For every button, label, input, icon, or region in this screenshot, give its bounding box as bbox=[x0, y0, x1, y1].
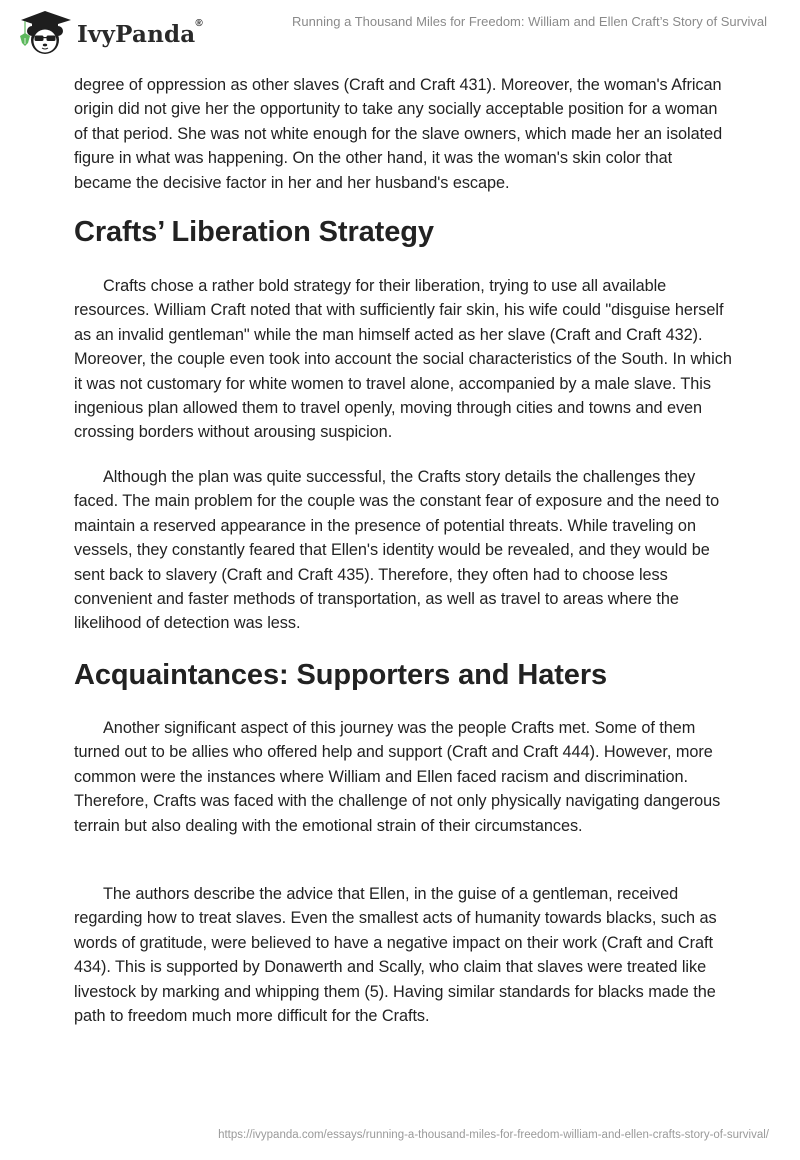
logo-wordmark: IvyPanda® bbox=[77, 17, 203, 48]
paragraph-continued: degree of oppression as other slaves (Craft and Craft 431). Moreover, the woman's African origin did not give her the opportunity to take any socially acceptable position for a woman of that period. She was not white enough for the slave owners, which made her an isolated figure in what was happening. On the other hand, it was the woman's skin color that became the decisive factor in her and her husband's escape. bbox=[74, 76, 723, 192]
paragraph: The authors describe the advice that Ellen, in the guise of a gentleman, received regarding how to treat slaves. Even the smallest acts of humanity towards blacks, such as words of gratitude, were believed to have a negative impact on their work (Craft and Craft 434). This is supported by Donawerth and Scally, who claim that slaves were treated like livestock by marking and whipping them (5). Having similar standards for blacks made the path to freedom much more difficult for the Crafts. bbox=[74, 885, 717, 1026]
section-heading-liberation-strategy: Crafts’ Liberation Strategy bbox=[74, 216, 434, 248]
registered-mark: ® bbox=[195, 17, 203, 29]
paragraph: Although the plan was quite successful, the Crafts story details the challenges they faced. The main problem for the couple was the constant fear of exposure and the need to maintain a reserved appearance in the presence of potential threats. While traveling on vessels, they constantly feared that Ellen's identity would be revealed, and they would be sent back to slavery (Craft and Craft 435). Therefore, they often had to choose less convenient and faster methods of transportation, as well as travel to areas where the likelihood of detection was less. bbox=[74, 468, 720, 633]
paragraph: Another significant aspect of this journey was the people Crafts met. Some of them turned out to be allies who offered help and support (Craft and Craft 444). However, more common were the instances where William and Ellen faced racism and discrimination. Therefore, Crafts was faced with the challenge of not only physically navigating dangerous terrain but also dealing with the emotional strain of their circumstances. bbox=[74, 719, 721, 835]
paragraph: Crafts chose a rather bold strategy for their liberation, trying to use all available resources. William Craft noted that with sufficiently fair skin, his wife could "disguise herself as an invalid gentleman" while the man himself acted as her slave (Craft and Craft 432). Moreover, the couple even took into account the social characteristics of the South. In which it was not customary for white women to travel alone, accompanied by a male slave. This ingenious plan allowed them to travel openly, moving through cities and towns and even crossing borders without arousing suspicion. bbox=[74, 277, 732, 442]
section-heading-acquaintances: Acquaintances: Supporters and Haters bbox=[74, 659, 608, 691]
source-url-link[interactable]: https://ivypanda.com/essays/running-a-thousand-miles-for-freedom-william-and-ellen-crafts-story-of-survival/ bbox=[218, 1129, 769, 1141]
ivypanda-logo[interactable] bbox=[15, 8, 203, 56]
panda-graduate-icon bbox=[15, 8, 75, 56]
document-title: Running a Thousand Miles for Freedom: William and Ellen Craft’s Story of Survival bbox=[292, 14, 767, 29]
page-header bbox=[0, 0, 800, 60]
